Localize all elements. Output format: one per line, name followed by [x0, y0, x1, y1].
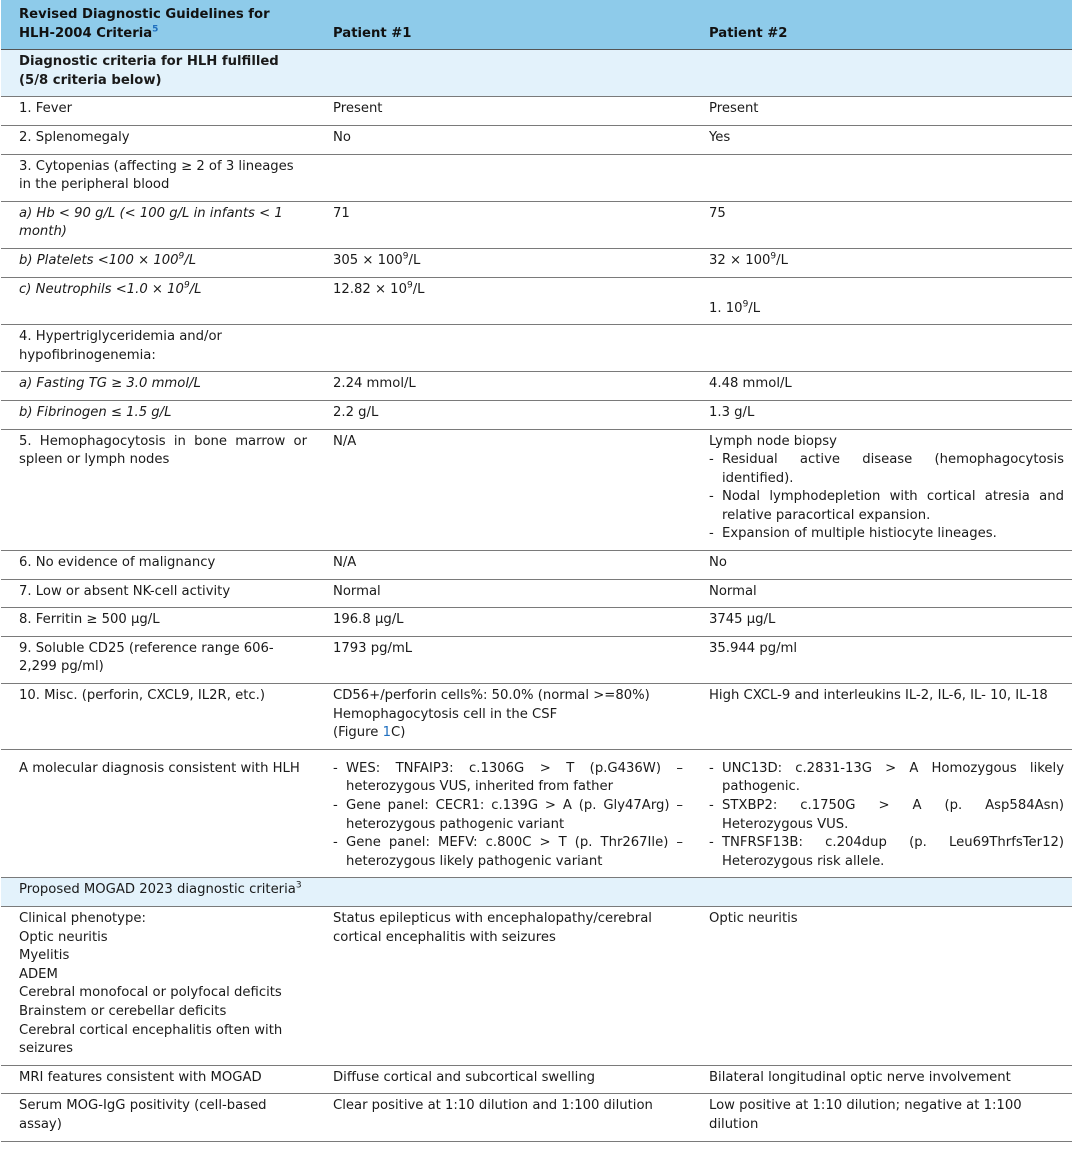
criterion-cell: 3. Cytopenias (affecting ≥ 2 of 3 lineages in the peripheral blood [1, 154, 315, 201]
criterion-cell: 10. Misc. (perforin, CXCL9, IL2R, etc.) [1, 684, 315, 750]
reference-link[interactable]: 5 [152, 24, 159, 35]
criterion-cell: c) Neutrophils $<1.0 \times 10^9/L$ [1, 277, 315, 325]
criterion-cell: 8. Ferritin ≥ 500 μg/L [1, 608, 315, 637]
table-row [1, 325, 1072, 372]
table-row [1, 608, 1072, 637]
criterion-cell: Clinical phenotype: Optic neuritis Myelitis ADEM Cerebral monofocal or polyfocal deficits Brainstem or cerebellar deficits Cerebral cortical encephalitis often with seizures [1, 906, 315, 1065]
patient-2-cell: Present [691, 97, 1072, 126]
patient-1-cell: 71 [315, 201, 691, 248]
patient-2-cell: Low positive at 1:10 dilution; negative at 1:100 dilution [691, 1094, 1072, 1141]
biopsy-findings [709, 451, 1064, 544]
table-row [1, 579, 1072, 608]
criterion-cell: a) Fasting TG ≥ 3.0 mmol/L [1, 372, 315, 401]
criterion-cell: Serum MOG-IgG positivity (cell-based assay) [1, 1094, 315, 1141]
patient-2-cell [691, 749, 1072, 878]
header-criteria: Revised Diagnostic Guidelines for HLH-2004 Criteria$^5$ [1, 0, 315, 50]
list-item: - Gene panel: CECR1: c.139G > A (p. Gly47Arg) – heterozygous pathogenic variant [333, 797, 683, 834]
patient-1-cell [315, 749, 691, 878]
variant-list [709, 760, 1064, 872]
header-patient-1: Patient #1 [315, 0, 691, 50]
patient-2-cell: 75 [691, 201, 1072, 248]
section-title: Proposed MOGAD 2023 diagnostic criteria$^3$ [1, 878, 315, 907]
table-row [1, 277, 1072, 325]
table-row [1, 906, 1072, 1065]
patient-2-cell: 35.944 pg/ml [691, 636, 1072, 683]
table-row [1, 551, 1072, 580]
figure-link[interactable]: 1 [382, 725, 391, 741]
biopsy-title: Lymph node biopsy [709, 433, 837, 449]
criterion-cell: 5. Hemophagocytosis in bone marrow or spleen or lymph nodes [1, 429, 315, 551]
patient-1-cell: 1793 pg/mL [315, 636, 691, 683]
table-row [1, 1094, 1072, 1141]
patient-1-cell: $305 \times 100^9/L$ [315, 248, 691, 277]
patient-2-cell: 1.3 g/L [691, 400, 1072, 429]
patient-2-cell: Bilateral longitudinal optic nerve involvement [691, 1065, 1072, 1094]
table-row [1, 125, 1072, 154]
criterion-cell: 7. Low or absent NK-cell activity [1, 579, 315, 608]
patient-2-cell: 1. $10^9/L$ [691, 277, 1072, 325]
table-row [1, 372, 1072, 401]
table-row [1, 154, 1072, 201]
patient-1-cell: 2.2 g/L [315, 400, 691, 429]
patient-2-cell [691, 429, 1072, 551]
patient-1-cell: CD56+/perforin cells%: 50.0% (normal >=80%) Hemophagocytosis cell in the CSF (Figure 1C) [315, 684, 691, 750]
table-row [1, 400, 1072, 429]
table-row [1, 201, 1072, 248]
section-row-mogad [1, 878, 1072, 907]
patient-2-cell: Yes [691, 125, 1072, 154]
patient-2-cell [691, 154, 1072, 201]
patient-1-cell: Status epilepticus with encephalopathy/cerebral cortical encephalitis with seizures [315, 906, 691, 1065]
criterion-cell: a) Hb < 90 g/L (< 100 g/L in infants < 1 month) [1, 201, 315, 248]
patient-1-cell: No [315, 125, 691, 154]
criterion-cell: A molecular diagnosis consistent with HLH [1, 749, 315, 878]
table-row [1, 636, 1072, 683]
list-item: - Gene panel: MEFV: c.800C > T (p. Thr267Ile) – heterozygous likely pathogenic variant [333, 834, 683, 871]
criterion-cell: 1. Fever [1, 97, 315, 126]
section-title: Diagnostic criteria for HLH fulfilled (5/8 criteria below) [1, 50, 315, 97]
criterion-cell: 4. Hypertriglyceridemia and/or hypofibrinogenemia: [1, 325, 315, 372]
table-row [1, 1065, 1072, 1094]
criterion-cell: 2. Splenomegaly [1, 125, 315, 154]
patient-1-cell: Present [315, 97, 691, 126]
criterion-cell: b) Platelets $<100 \times 100^9/L$ [1, 248, 315, 277]
list-item: - TNFRSF13B: c.204dup (p. Leu69ThrfsTer12) Heterozygous risk allele. [709, 834, 1064, 871]
list-item: - WES: TNFAIP3: c.1306G > T (p.G436W) – heterozygous VUS, inherited from father [333, 760, 683, 797]
patient-2-cell: Optic neuritis [691, 906, 1072, 1065]
header-row [1, 0, 1072, 50]
variant-list [333, 760, 683, 872]
table-row [1, 97, 1072, 126]
patient-1-cell: $12.82 \times 10^9/L$ [315, 277, 691, 325]
patient-2-cell: Normal [691, 579, 1072, 608]
patient-1-cell [315, 154, 691, 201]
patient-2-cell: $32 \times 100^9/L$ [691, 248, 1072, 277]
patient-2-cell: 4.48 mmol/L [691, 372, 1072, 401]
patient-1-cell [315, 325, 691, 372]
patient-1-cell: N/A [315, 551, 691, 580]
patient-2-cell: No [691, 551, 1072, 580]
criteria-table [1, 0, 1072, 1142]
patient-2-cell: High CXCL-9 and interleukins IL-2, IL-6, IL- 10, IL-18 [691, 684, 1072, 750]
header-patient-2: Patient #2 [691, 0, 1072, 50]
table-row [1, 248, 1072, 277]
patient-1-cell: 2.24 mmol/L [315, 372, 691, 401]
list-item: - Residual active disease (hemophagocytosis identified). [709, 451, 1064, 488]
list-item: - Expansion of multiple histiocyte lineages. [709, 525, 1064, 544]
table-row [1, 429, 1072, 551]
criterion-cell: b) Fibrinogen ≤ 1.5 g/L [1, 400, 315, 429]
list-item: - Nodal lymphodepletion with cortical atresia and relative paracortical expansion. [709, 488, 1064, 525]
criterion-cell: 9. Soluble CD25 (reference range 606-2,299 pg/ml) [1, 636, 315, 683]
patient-1-cell: Normal [315, 579, 691, 608]
patient-2-cell: 3745 μg/L [691, 608, 1072, 637]
table-row [1, 684, 1072, 750]
patient-1-cell: Clear positive at 1:10 dilution and 1:100 dilution [315, 1094, 691, 1141]
patient-2-cell [691, 325, 1072, 372]
table-row [1, 749, 1072, 878]
criterion-cell: 6. No evidence of malignancy [1, 551, 315, 580]
criterion-cell: MRI features consistent with MOGAD [1, 1065, 315, 1094]
patient-1-cell: Diffuse cortical and subcortical swelling [315, 1065, 691, 1094]
patient-1-cell: N/A [315, 429, 691, 551]
list-item: - STXBP2: c.1750G > A (p. Asp584Asn) Heterozygous VUS. [709, 797, 1064, 834]
patient-1-cell: 196.8 μg/L [315, 608, 691, 637]
list-item: - UNC13D: c.2831-13G > A Homozygous likely pathogenic. [709, 760, 1064, 797]
section-row-hlh [1, 50, 1072, 97]
